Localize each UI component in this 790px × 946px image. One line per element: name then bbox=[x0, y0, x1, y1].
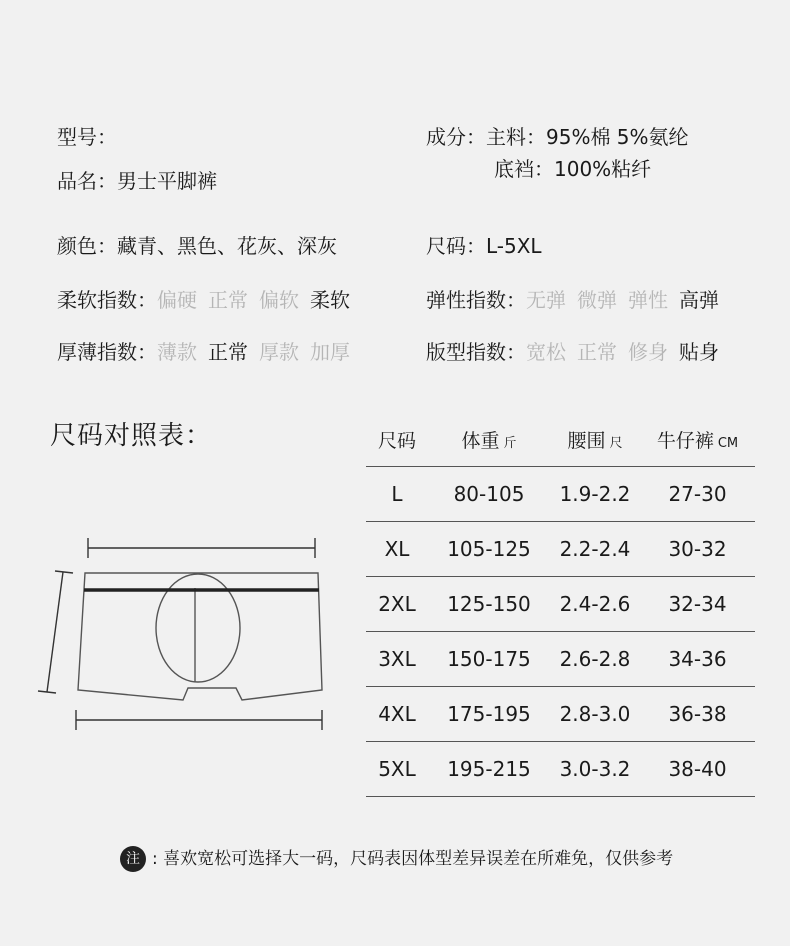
cell-waist: 2.2-2.4 bbox=[550, 522, 640, 577]
header-jeans: 牛仔裤 CM bbox=[640, 416, 755, 467]
cell-jeans: 27-30 bbox=[640, 467, 755, 522]
fit-option: 宽松 bbox=[526, 340, 566, 364]
softness-index bbox=[57, 287, 350, 313]
jeans-unit: CM bbox=[717, 435, 739, 451]
height-measure-line bbox=[38, 571, 73, 693]
cell-size: 4XL bbox=[366, 687, 428, 742]
header-weight: 体重 斤 bbox=[428, 416, 550, 467]
elasticity-option: 弹性 bbox=[628, 288, 668, 312]
size-chart-title: 尺码对照表： bbox=[50, 421, 213, 451]
main-material-label: 主料： bbox=[486, 125, 546, 149]
color-line bbox=[57, 233, 337, 259]
elasticity-options bbox=[526, 288, 719, 312]
bottom-width-measure-line bbox=[76, 710, 322, 730]
cell-weight: 175-195 bbox=[428, 687, 550, 742]
cell-weight: 105-125 bbox=[428, 522, 550, 577]
width-measure-line bbox=[88, 538, 315, 558]
cell-weight: 150-175 bbox=[428, 632, 550, 687]
fit-label: 版型指数： bbox=[426, 340, 526, 364]
waist-unit: 尺 bbox=[609, 435, 623, 451]
elasticity-label: 弹性指数： bbox=[426, 288, 526, 312]
model-line bbox=[57, 124, 117, 150]
size-value: L-5XL bbox=[486, 234, 542, 258]
table-row bbox=[366, 577, 755, 632]
briefs-outline bbox=[78, 573, 322, 700]
note-badge: 注 bbox=[120, 846, 146, 872]
fit-option: 贴身 bbox=[679, 340, 719, 364]
main-material-value: 95%棉 5%氨纶 bbox=[546, 125, 689, 149]
thickness-label: 厚薄指数： bbox=[57, 340, 157, 364]
elasticity-option: 高弹 bbox=[679, 288, 719, 312]
cell-weight: 125-150 bbox=[428, 577, 550, 632]
thickness-option: 厚款 bbox=[259, 340, 299, 364]
cell-waist: 2.8-3.0 bbox=[550, 687, 640, 742]
cell-jeans: 34-36 bbox=[640, 632, 755, 687]
size-note bbox=[120, 844, 673, 874]
table-row bbox=[366, 687, 755, 742]
boxer-brief-diagram bbox=[30, 530, 340, 730]
thickness-options bbox=[157, 340, 350, 364]
elasticity-index bbox=[426, 287, 719, 313]
cell-size: XL bbox=[366, 522, 428, 577]
cell-weight: 80-105 bbox=[428, 467, 550, 522]
material-label: 成分： bbox=[426, 125, 486, 149]
cell-jeans: 30-32 bbox=[640, 522, 755, 577]
cell-jeans: 38-40 bbox=[640, 742, 755, 797]
header-size: 尺码 bbox=[366, 416, 428, 467]
color-value: 藏青、黑色、花灰、深灰 bbox=[117, 234, 337, 258]
elasticity-option: 微弹 bbox=[577, 288, 617, 312]
crotch-line bbox=[494, 156, 651, 182]
softness-label: 柔软指数： bbox=[57, 288, 157, 312]
color-label: 颜色： bbox=[57, 234, 117, 258]
cell-jeans: 36-38 bbox=[640, 687, 755, 742]
softness-option: 柔软 bbox=[310, 288, 350, 312]
name-value: 男士平脚裤 bbox=[117, 169, 217, 193]
elasticity-option: 无弹 bbox=[526, 288, 566, 312]
name-label: 品名： bbox=[57, 169, 117, 193]
size-table-header bbox=[366, 416, 755, 467]
size-range-line bbox=[426, 233, 542, 259]
model-label: 型号： bbox=[57, 125, 117, 149]
softness-option: 偏硬 bbox=[157, 288, 197, 312]
fit-options bbox=[526, 340, 719, 364]
softness-options bbox=[157, 288, 350, 312]
crotch-value: 100%粘纤 bbox=[554, 157, 652, 181]
table-row bbox=[366, 742, 755, 797]
cell-jeans: 32-34 bbox=[640, 577, 755, 632]
header-waist: 腰围 尺 bbox=[550, 416, 640, 467]
cell-size: 3XL bbox=[366, 632, 428, 687]
thickness-index bbox=[57, 339, 350, 365]
crotch-label: 底裆： bbox=[494, 157, 554, 181]
thickness-option: 加厚 bbox=[310, 340, 350, 364]
cell-size: 5XL bbox=[366, 742, 428, 797]
table-row bbox=[366, 632, 755, 687]
cell-waist: 2.4-2.6 bbox=[550, 577, 640, 632]
fit-option: 正常 bbox=[577, 340, 617, 364]
weight-unit: 斤 bbox=[503, 435, 517, 451]
table-row bbox=[366, 522, 755, 577]
material-line bbox=[426, 124, 689, 150]
softness-option: 偏软 bbox=[259, 288, 299, 312]
cell-size: 2XL bbox=[366, 577, 428, 632]
fit-option: 修身 bbox=[628, 340, 668, 364]
softness-option: 正常 bbox=[208, 288, 248, 312]
cell-waist: 3.0-3.2 bbox=[550, 742, 640, 797]
cell-waist: 1.9-2.2 bbox=[550, 467, 640, 522]
name-line bbox=[57, 168, 217, 194]
cell-size: L bbox=[366, 467, 428, 522]
thickness-option: 正常 bbox=[208, 340, 248, 364]
size-table bbox=[366, 416, 755, 797]
note-text: : 喜欢宽松可选择大一码，尺码表因体型差异误差在所难免，仅供参考 bbox=[152, 849, 674, 869]
thickness-option: 薄款 bbox=[157, 340, 197, 364]
fit-index bbox=[426, 339, 719, 365]
cell-waist: 2.6-2.8 bbox=[550, 632, 640, 687]
table-row bbox=[366, 467, 755, 522]
size-label: 尺码： bbox=[426, 234, 486, 258]
cell-weight: 195-215 bbox=[428, 742, 550, 797]
